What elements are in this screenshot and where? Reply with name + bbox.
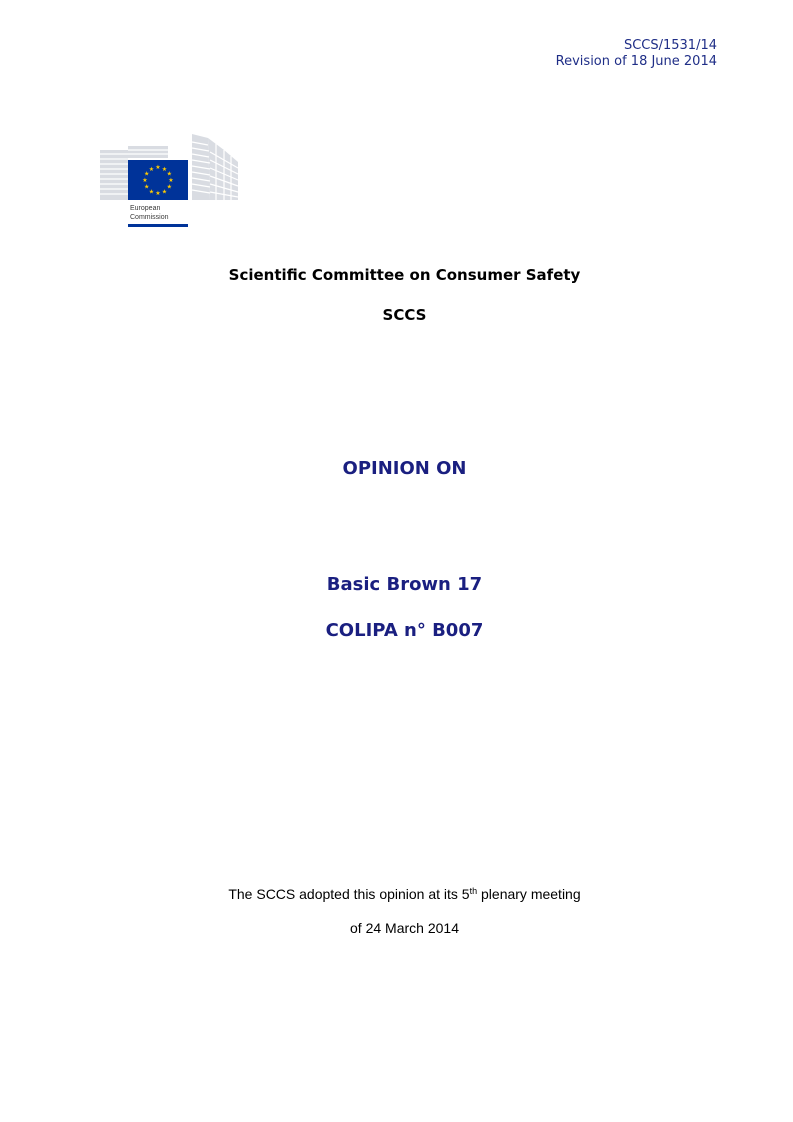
meeting-date: of 24 March 2014 [350,920,459,936]
european-commission-logo [98,132,240,230]
colipa-number: COLIPA n° B007 [325,620,484,641]
document-reference-block [556,38,717,70]
committee-name: Scientific Committee on Consumer Safety [228,266,581,284]
svg-text:★: ★ [155,164,161,171]
revision-date: Revision of 18 June 2014 [555,54,717,69]
opinion-heading: OPINION ON [342,458,467,479]
svg-text:★: ★ [148,165,155,173]
svg-text:★: ★ [142,177,148,185]
svg-text:★: ★ [161,165,168,173]
svg-text:★: ★ [161,188,168,196]
svg-text:★: ★ [155,190,161,198]
document-reference-number: SCCS/1531/14 [623,38,717,53]
substance-name: Basic Brown 17 [326,574,483,595]
adoption-text-before: The SCCS adopted this opinion at its 5 [228,886,470,902]
svg-text:★: ★ [144,170,150,178]
svg-text:★: ★ [168,177,174,185]
adoption-statement [0,886,793,902]
svg-text:★: ★ [166,183,172,191]
svg-text:★: ★ [144,183,150,191]
berlaymont-building-icon [98,132,240,230]
svg-text:★: ★ [148,188,155,196]
ordinal-suffix: th [469,886,478,896]
committee-acronym: SCCS [382,306,427,324]
adoption-text-after: plenary meeting [477,886,581,902]
logo-caption-line2: Commission [130,214,169,221]
logo-caption-line1: European [130,205,161,212]
svg-text:★: ★ [166,170,172,178]
